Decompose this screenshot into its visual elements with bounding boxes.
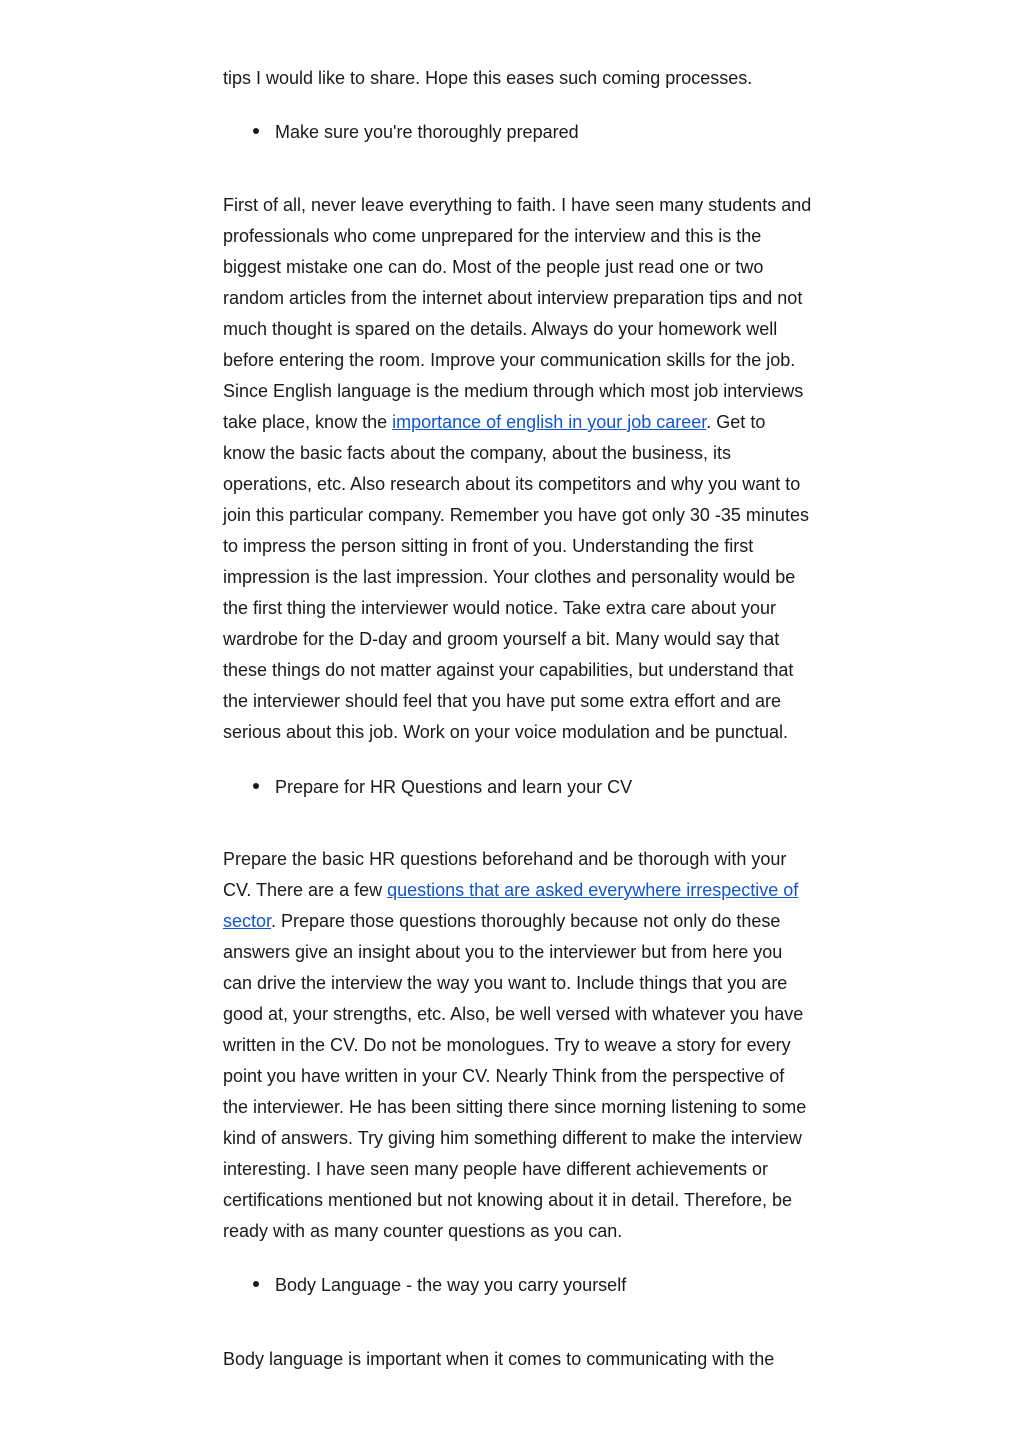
text-line: to impress the person sitting in front of you. Understanding the first: [223, 536, 754, 556]
text-line: professionals who come unprepared for the interview and this is the: [223, 226, 762, 246]
text-line: before entering the room. Improve your communication skills for the job.: [223, 350, 796, 370]
bullet-icon: [253, 1281, 259, 1287]
text-line: good at, your strengths, etc. Also, be well versed with whatever you have: [223, 1004, 804, 1024]
text-line: Since English language is the medium through which most job interviews: [223, 381, 804, 401]
text-line: point you have written in your CV. Nearly Think from the perspective of: [223, 1066, 785, 1086]
text-line: wardrobe for the D-day and groom yourself a bit. Many would say that: [223, 629, 780, 649]
text-fragment: take place, know the: [223, 412, 393, 432]
text-line: written in the CV. Do not be monologues. Try to weave a story for every: [223, 1035, 791, 1055]
text-line: ready with as many counter questions as you can.: [223, 1221, 623, 1241]
common-questions-link[interactable]: questions that are asked everywhere irrespective of: [387, 880, 799, 900]
text-line: answers give an insight about you to the interviewer but from here you: [223, 942, 783, 962]
bullet-label: Body Language - the way you carry yourself: [275, 1275, 627, 1295]
paragraph-preparation: [223, 190, 833, 748]
text-line-with-link: [223, 875, 833, 906]
paragraph-body-language: [223, 1344, 833, 1375]
text-line: Prepare the basic HR questions beforehand and be thorough with your: [223, 849, 787, 869]
text-line: kind of answers. Try giving him something different to make the interview: [223, 1128, 802, 1148]
text-line: join this particular company. Remember you have got only 30 -35 minutes: [223, 505, 809, 525]
text-line: know the basic facts about the company, about the business, its: [223, 443, 731, 463]
paragraph-hr-questions: [223, 844, 833, 1247]
text-line: the interviewer. He has been sitting there since morning listening to some: [223, 1097, 807, 1117]
bullet-icon: [253, 128, 259, 134]
text-line: the first thing the interviewer would notice. Take extra care about your: [223, 598, 776, 618]
text-line: operations, etc. Also research about its competitors and why you want to: [223, 474, 801, 494]
english-career-link[interactable]: importance of english in your job career: [392, 412, 707, 432]
text-line: certifications mentioned but not knowing about it in detail. Therefore, be: [223, 1190, 793, 1210]
text-line: much thought is spared on the details. Always do your homework well: [223, 319, 778, 339]
text-fragment: CV. There are a few: [223, 880, 388, 900]
text-line: the interviewer should feel that you have put some extra effort and are: [223, 691, 781, 711]
text-line: impression is the last impression. Your clothes and personality would be: [223, 567, 796, 587]
bullet-label: Prepare for HR Questions and learn your CV: [275, 777, 633, 797]
bullet-item-body-language: [253, 1270, 626, 1301]
intro-text: [223, 63, 833, 94]
text-line-with-link: [223, 906, 833, 937]
text-line: biggest mistake one can do. Most of the people just read one or two: [223, 257, 764, 277]
bullet-icon: [253, 783, 259, 789]
text-line: serious about this job. Work on your voice modulation and be punctual.: [223, 722, 789, 742]
text-fragment: . Prepare those questions thoroughly because not only do these: [271, 911, 781, 931]
text-line: these things do not matter against your capabilities, but understand that: [223, 660, 794, 680]
bullet-item-hr-questions: [253, 772, 632, 803]
bullet-label: Make sure you're thoroughly prepared: [275, 122, 579, 142]
text-fragment: . Get to: [706, 412, 766, 432]
text-line: Body language is important when it comes to communicating with the: [223, 1349, 775, 1369]
text-line: First of all, never leave everything to faith. I have seen many students and: [223, 195, 812, 215]
text-line: random articles from the internet about interview preparation tips and not: [223, 288, 803, 308]
bullet-item-prepared: [253, 117, 579, 148]
text-line: tips I would like to share. Hope this eases such coming processes.: [223, 68, 753, 88]
text-line-with-link: [223, 407, 833, 438]
text-line: can drive the interview the way you want to. Include things that you are: [223, 973, 788, 993]
common-questions-link-continued[interactable]: sector: [223, 911, 272, 931]
text-line: interesting. I have seen many people have different achievements or: [223, 1159, 769, 1179]
